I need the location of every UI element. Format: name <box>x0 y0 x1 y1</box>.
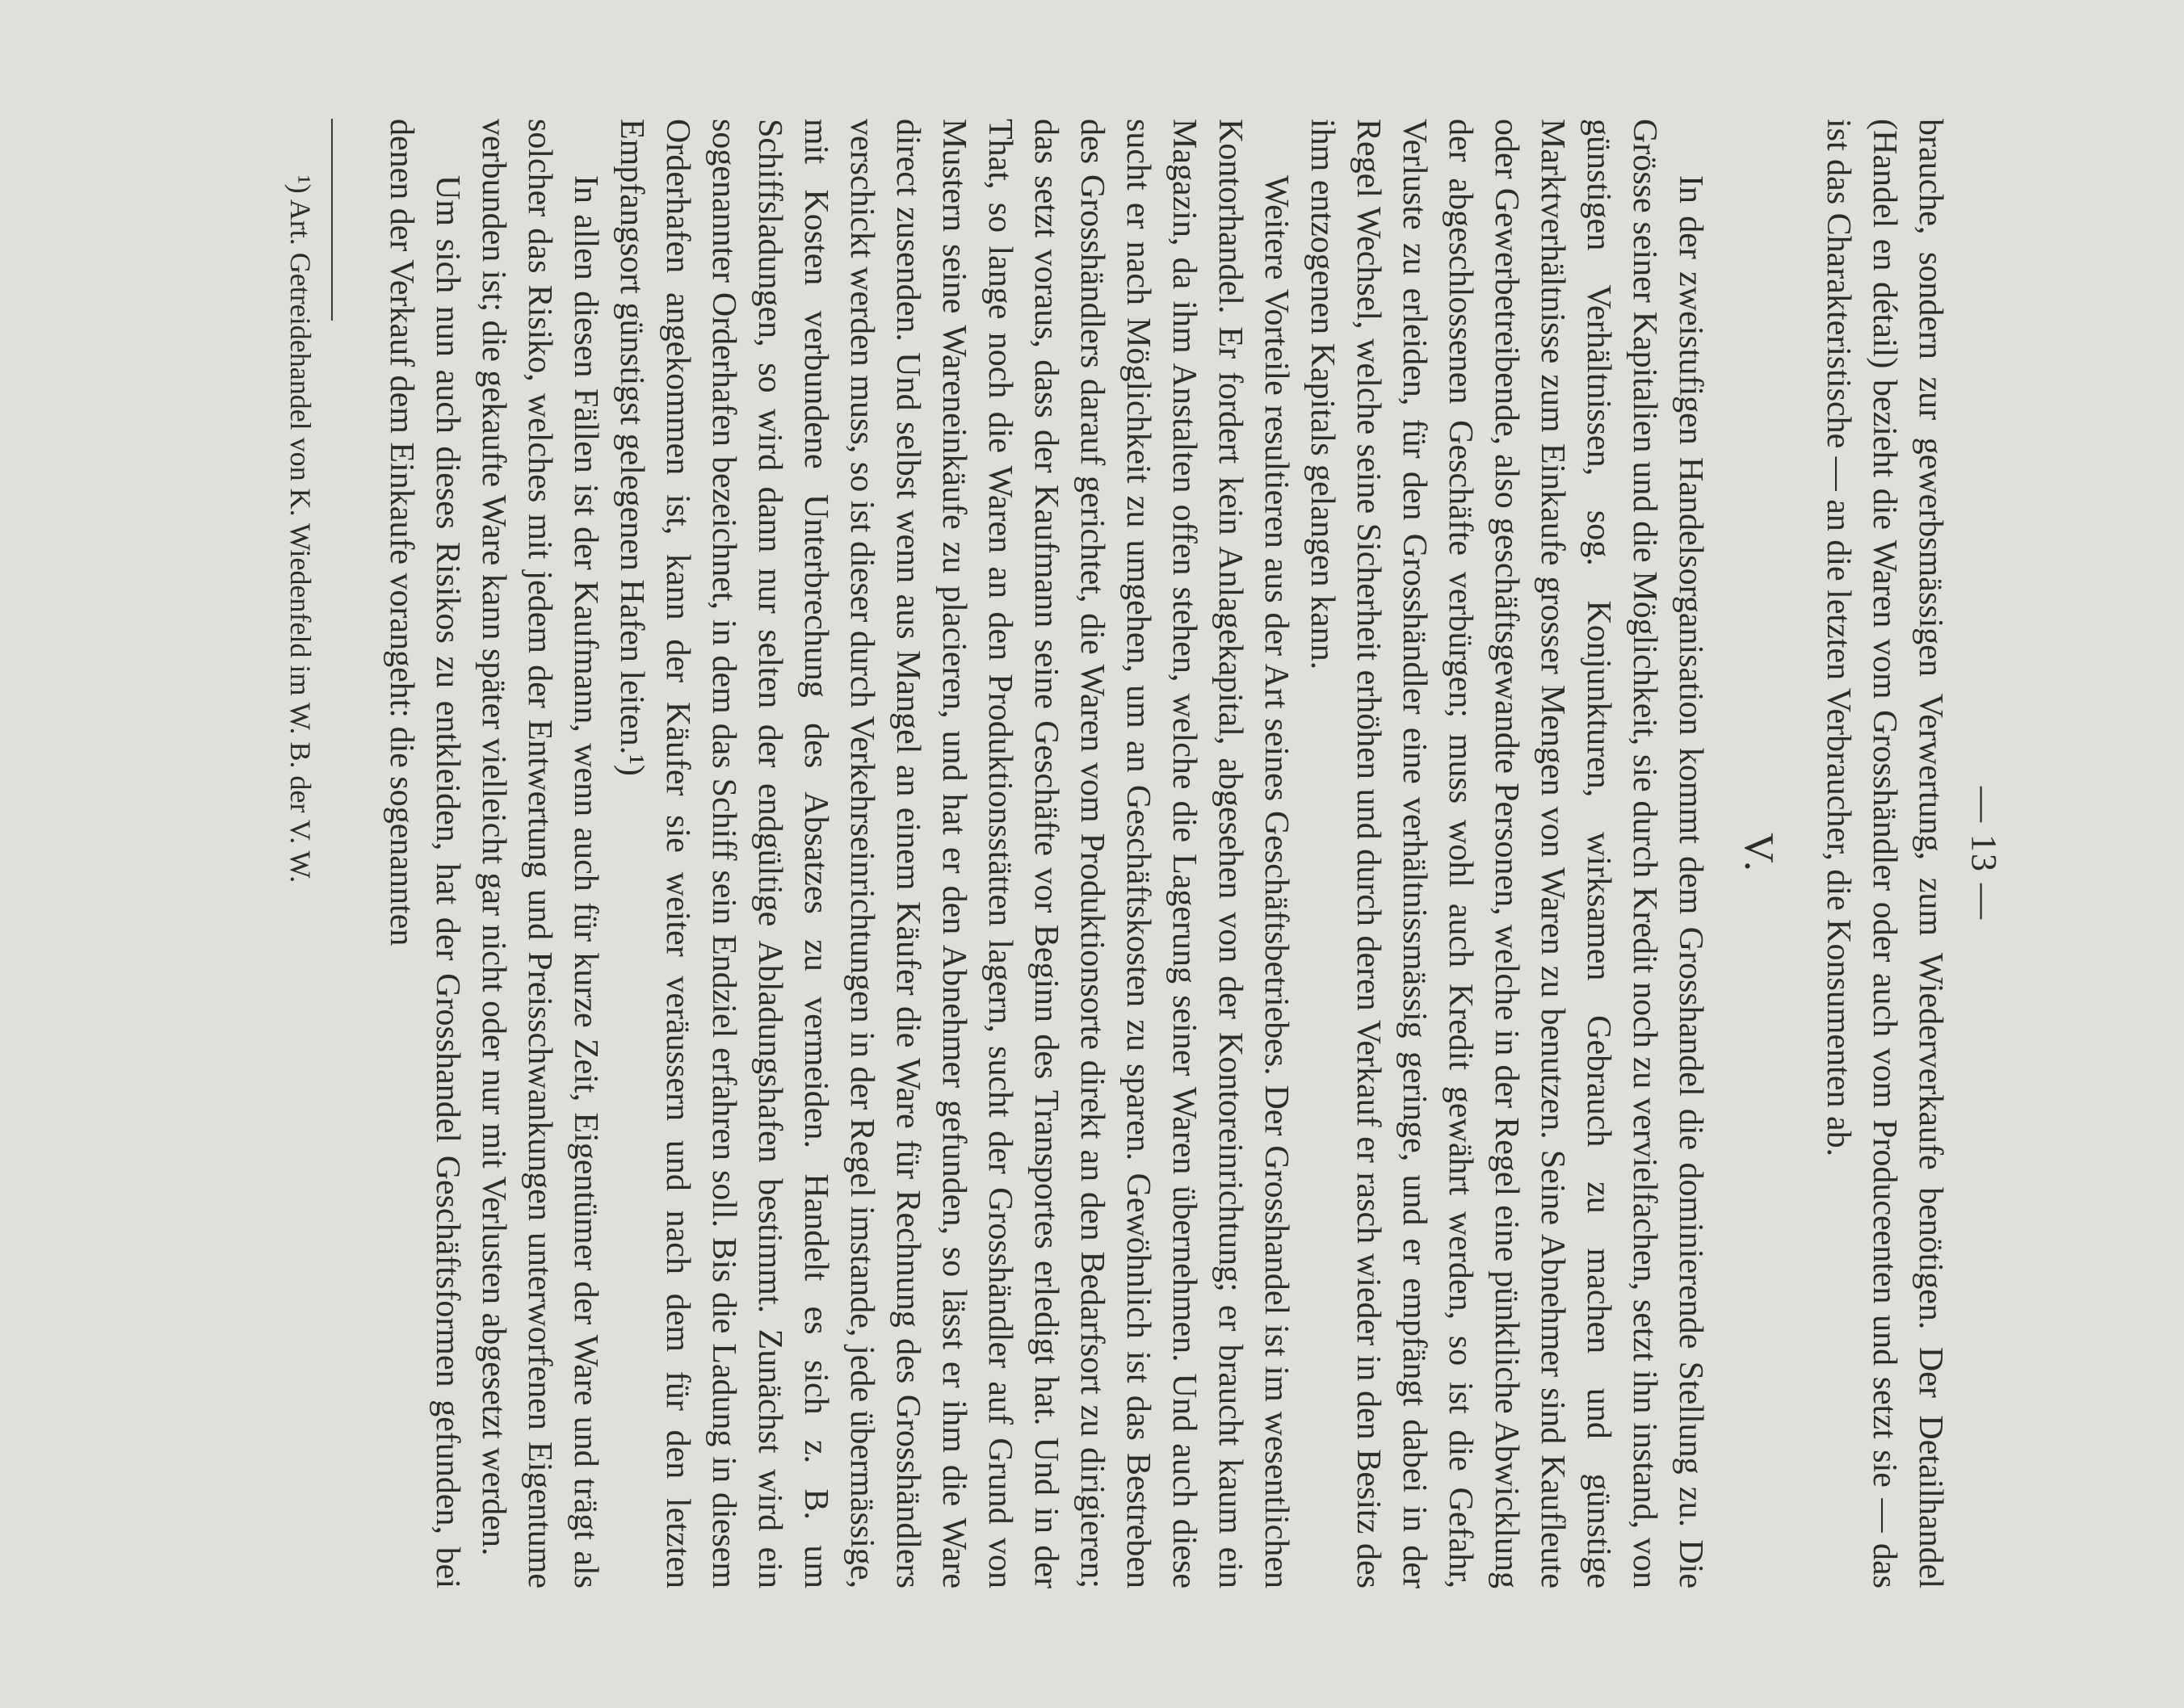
paragraph-geschaeftsformen: Um sich nun auch dieses Risikos zu entkleiden, hat der Grosshandel Geschäftsformen gefunden, bei denen der Verkauf dem Einkaufe vorangeht: die sogenannten <box>383 119 466 1588</box>
paragraph-risiko: In allen diesen Fällen ist der Kaufmann, wenn auch für kurze Zeit, Eigentümer der Ware und trägt als solcher das Risiko, welches mit jedem der Entwertung und Preisschwankungen unterworfenen Eigentume verbunden ist; die gekaufte Ware kann später vielleicht gar nicht oder nur mit Verlusten abgesetzt werden. <box>475 119 604 1588</box>
intro-paragraph: brauche, sondern zur gewerbsmässigen Verwertung, zum Wiederverkaufe benötigen. Der Detailhandel (Handel en détail) bezieht die Waren vom Grosshändler oder auch vom Produceenten und setzt sie — das ist das Charakteristische — an die letzten Verbraucher, die Konsumenten ab. <box>1820 119 1949 1588</box>
page-number: — 13 — <box>1964 787 2004 921</box>
section-heading: V. <box>1736 833 1782 875</box>
footnote: ¹) Art. Getreidehandel von K. Wiedenfeld im W. B. der V. W. <box>284 175 317 883</box>
paragraph-grosshandel: In der zweistufigen Handelsorganisation kommt dem Grosshandel die dominierende Stellung zu. Die Grösse seiner Kapitalien und die Möglichkeit, sie durch Kredit noch zu vervielfachen, setzt ihn instand, von günstigen Verhältnissen, sog. Konjunkturen, wirksamen Gebrauch zu machen und günstige Marktverhältnisse zum Einkaufe grosser Mengen von Waren zu benutzen. Seine Abnehmer sind Kaufleute oder Gewerbetreibende, also geschäftsgewandte Personen, welche in der Regel eine pünktliche Abwicklung der abgeschlossenen Geschäfte verbürgen; muss wohl auch Kredit gewährt werden, so ist die Gefahr, Verluste zu erleiden, für den Grosshändler eine verhältnissmässig geringe, und er empfängt dabei in der Regel Wechsel, welche seine Sicherheit erhöhen und durch deren Verkauf er rasch wieder in den Besitz des ihm entzogenen Kapitals gelangen kann. <box>1304 119 1709 1588</box>
footnote-rule <box>331 119 333 321</box>
rotated-book-page <box>107 54 2077 1653</box>
paragraph-vorteile: Weitere Vorteile resultieren aus der Art seines Geschäftsbetriebes. Der Grosshandel ist im wesentlichen Kontorhandel. Er fordert kein Anlagekapital, abgesehen von der Kontoreinrichtung; er braucht kaum ein Magazin, da ihm Anstalten offen stehen, welche die Lagerung seiner Waren übernehmen. Und auch diese sucht er nach Möglichkeit zu umgehen, um an Geschäftskosten zu sparen. Gewöhnlich ist das Bestreben des Grosshändlers darauf gerichtet, die Waren vom Produktionsorte direkt an den Bedarfsort zu dirigieren; das setzt voraus, dass der Kaufmann seine Geschäfte vor Beginn des Transportes erledigt hat. Und in der That, so lange noch die Waren an den Produktionsstätten lagern, sucht der Grosshändler auf Grund von Mustern seine Wareneinkäufe zu placieren, und hat er den Abnehmer gefunden, so lässt er ihm die Ware direct zusenden. Und selbst wenn aus Mangel an einem Käufer die Ware für Rechnung des Grosshändlers verschickt werden muss, so ist dieser durch Verkehrseinrichtungen in der Regel imstande, jede übermässige, mit Kosten verbundene Unterbrechung des Absatzes zu vermeiden. Handelt es sich z. B. um Schiffsladungen, so wird dann nur selten der endgültige Abladungshafen bestimmt. Zunächst wird ein sogenannter Orderhafen bezeichnet, in dem das Schiff sein Endziel erfahren soll. Bis die Ladung in diesem Orderhafen angekommen ist, kann der Käufer sie weiter veräussern und nach dem für den letzten Empfangsort günstigst gelegenen Hafen leiten.¹) <box>613 119 1295 1588</box>
